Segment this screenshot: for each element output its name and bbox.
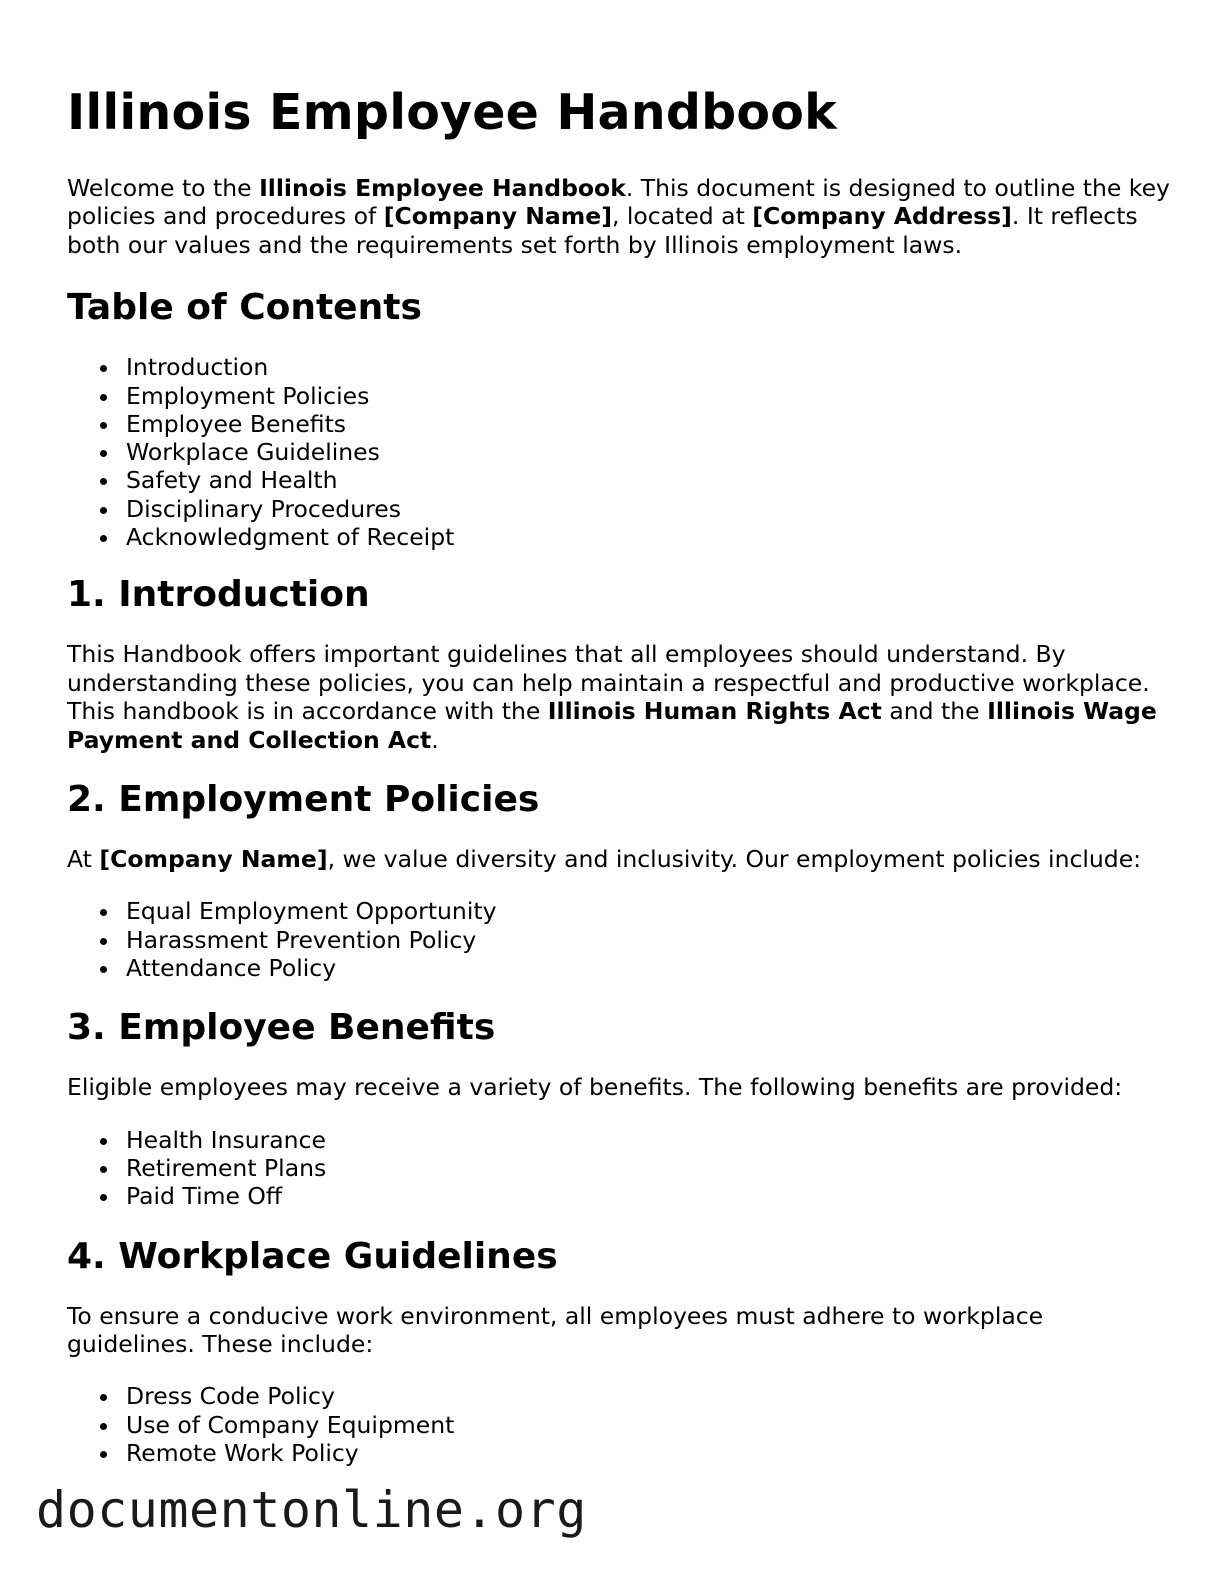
bullet-icon (100, 365, 107, 372)
section-paragraph-introduction: This Handbook offers important guidelines that all employees should understand. By understanding these policies, you can help maintain a respectful and productive workplace. This handbook is in accordance with the Illinois Human Rights Act and the Illinois Wage Payment and Collection Act. (67, 640, 1157, 754)
bullet-icon (100, 422, 107, 429)
list-item: Use of Company Equipment (67, 1411, 1177, 1439)
list-item: Paid Time Off (67, 1182, 1177, 1210)
section-heading-employment-policies: 2. Employment Policies (67, 778, 540, 820)
list-item: Safety and Health (67, 466, 1177, 494)
section-heading-employee-benefits: 3. Employee Benefits (67, 1007, 496, 1049)
list-item: Dress Code Policy (67, 1382, 1177, 1410)
list-item: Retirement Plans (67, 1154, 1177, 1182)
list-item: Equal Employment Opportunity (67, 897, 1177, 925)
list-item: Attendance Policy (67, 954, 1177, 982)
list-item: Disciplinary Procedures (67, 495, 1177, 523)
watermark: documentonline.org (36, 1481, 587, 1539)
section-paragraph-employee-benefits: Eligible employees may receive a variety of benefits. The following benefits are provided: (67, 1073, 1123, 1102)
list-item: Workplace Guidelines (67, 438, 1177, 466)
bullet-icon (100, 1138, 107, 1145)
workplace-guidelines-list (67, 1382, 1177, 1467)
page-title: Illinois Employee Handbook (67, 84, 837, 141)
employment-policies-list (67, 897, 1177, 982)
section-heading-workplace-guidelines: 4. Workplace Guidelines (67, 1235, 558, 1277)
bullet-icon (100, 535, 107, 542)
section-paragraph-workplace-guidelines: To ensure a conducive work environment, all employees must adhere to workplace guidelines. These include: (67, 1301, 1044, 1358)
list-item: Remote Work Policy (67, 1439, 1177, 1467)
toc-heading: Table of Contents (67, 287, 422, 329)
bullet-icon (100, 1423, 107, 1430)
document-page (67, 0, 1177, 1467)
bullet-icon (100, 450, 107, 457)
bullet-icon (100, 909, 107, 916)
bullet-icon (100, 394, 107, 401)
list-item: Acknowledgment of Receipt (67, 523, 1177, 551)
bullet-icon (100, 507, 107, 514)
list-item: Employee Benefits (67, 410, 1177, 438)
bullet-icon (100, 478, 107, 485)
bullet-icon (100, 1166, 107, 1173)
list-item: Introduction (67, 353, 1177, 381)
section-heading-introduction: 1. Introduction (67, 574, 370, 616)
bullet-icon (100, 1451, 107, 1458)
bullet-icon (100, 966, 107, 973)
bullet-icon (100, 938, 107, 945)
employee-benefits-list (67, 1126, 1177, 1211)
list-item: Harassment Prevention Policy (67, 926, 1177, 954)
list-item: Health Insurance (67, 1126, 1177, 1154)
toc-list (67, 353, 1177, 551)
list-item: Employment Policies (67, 382, 1177, 410)
intro-paragraph: Welcome to the Illinois Employee Handbook. This document is designed to outline the key policies and procedures of [Company Name], located at [Company Address]. It reflects both our values and the requirements set forth by Illinois employment laws. (67, 174, 1170, 259)
bullet-icon (100, 1194, 107, 1201)
bullet-icon (100, 1394, 107, 1401)
section-paragraph-employment-policies: At [Company Name], we value diversity and inclusivity. Our employment policies include: (67, 844, 1142, 873)
